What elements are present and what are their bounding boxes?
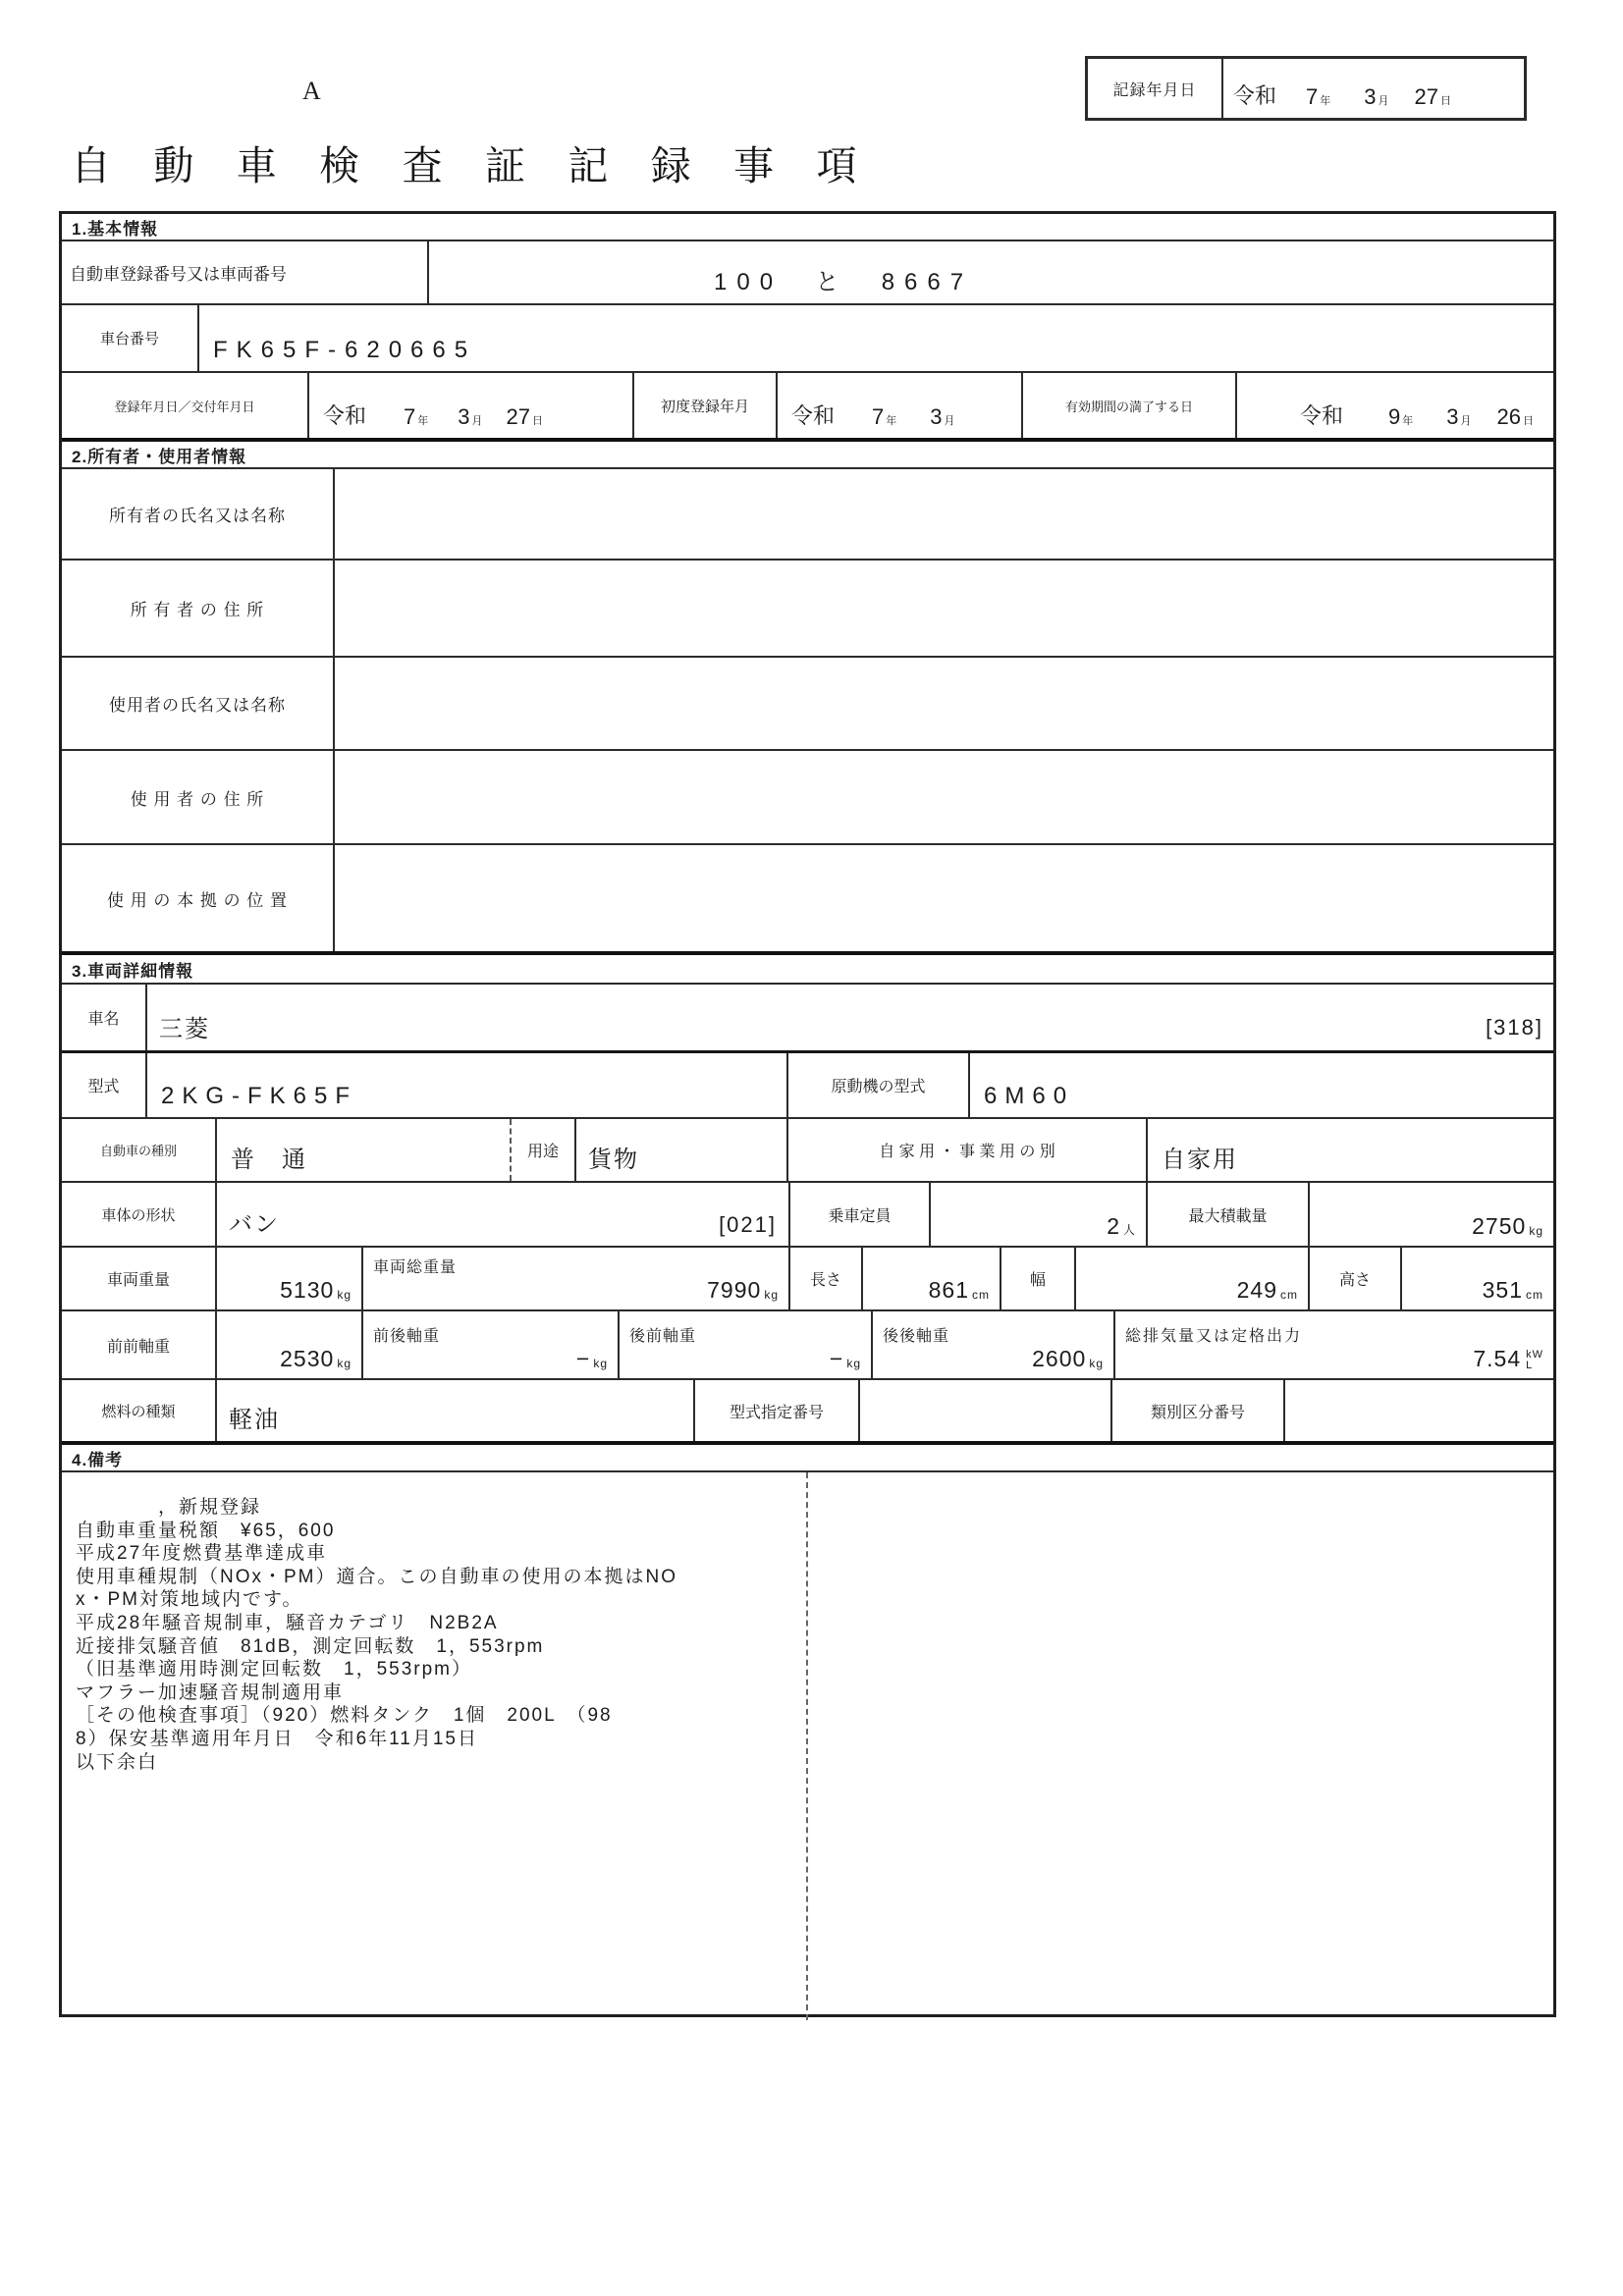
width-label: 幅 — [1001, 1248, 1076, 1309]
vehicle-kind-value: 普 通 — [217, 1119, 512, 1181]
reg-date-value: 令和 7 年 3 月 27 日 — [309, 373, 634, 438]
height-label: 高さ — [1310, 1248, 1402, 1309]
record-date-month: 3 — [1364, 84, 1377, 109]
record-date-box — [1085, 56, 1527, 121]
remarks-text — [76, 1496, 677, 1774]
height-value: 351 cm — [1482, 1277, 1543, 1303]
dates-row — [62, 373, 1553, 438]
displacement-cell — [1115, 1311, 1553, 1378]
base-location-row — [62, 845, 1553, 951]
rear-front-axle-label: 後前軸重 — [629, 1328, 697, 1345]
expiry-date-label: 有効期間の満了する日 — [1023, 373, 1237, 438]
front-front-axle-value: 2530 kg — [217, 1311, 363, 1378]
use-label: 用途 — [512, 1119, 576, 1181]
car-name-code: [318] — [1486, 1015, 1543, 1040]
main-table — [59, 211, 1556, 2017]
unit-month: 月 — [1378, 95, 1389, 107]
remark-line: 平成27年度燃費基準達成車 — [76, 1543, 328, 1565]
max-load-label: 最大積載量 — [1148, 1183, 1310, 1246]
front-rear-axle-label: 前後軸重 — [373, 1328, 441, 1345]
displacement-label: 総排気量又は定格出力 — [1125, 1328, 1303, 1345]
page-title: 自 動 車 検 査 証 記 録 事 項 — [71, 143, 873, 188]
car-name-label: 車名 — [62, 985, 147, 1050]
reg-number-row — [62, 241, 1553, 305]
unit-kg: kg — [1529, 1224, 1543, 1238]
user-name-label: 使用者の氏名又は名称 — [62, 658, 335, 749]
remarks-box — [62, 1472, 1553, 2020]
class-number-label: 類別区分番号 — [1112, 1380, 1285, 1441]
user-address-value — [335, 751, 1553, 843]
owner-address-label: 所 有 者 の 住 所 — [62, 561, 335, 656]
fuel-row — [62, 1380, 1553, 1441]
remark-line: 8）保安基準適用年月日 令和6年11月15日 — [76, 1728, 478, 1749]
type-designation-label: 型式指定番号 — [695, 1380, 860, 1441]
section3-header: 3.車両詳細情報 — [62, 951, 1553, 985]
rear-rear-axle-label: 後後軸重 — [883, 1328, 950, 1345]
weight-dimension-row — [62, 1248, 1553, 1311]
owner-name-value — [335, 469, 1553, 559]
fuel-type-value: 軽油 — [217, 1380, 695, 1441]
record-date-value — [1223, 59, 1524, 118]
model-value: 2KG-FK65F — [147, 1053, 788, 1117]
max-load-value: 2750 kg — [1472, 1213, 1543, 1239]
remark-line: 以下余白 — [76, 1751, 159, 1773]
kind-use-row — [62, 1119, 1553, 1183]
base-location-label: 使 用 の 本 拠 の 位 置 — [62, 845, 335, 951]
remark-line: 平成28年騒音規制車，騒音カテゴリ N2B2A — [76, 1612, 499, 1633]
body-shape-code: [021] — [719, 1212, 777, 1237]
record-date-era: 令和 — [1233, 83, 1277, 108]
body-shape-value: バン [021] — [217, 1183, 790, 1246]
fuel-type-label: 燃料の種類 — [62, 1380, 217, 1441]
class-number-value — [1285, 1380, 1553, 1441]
unit-person: 人 — [1122, 1223, 1136, 1237]
rear-front-axle-cell — [620, 1311, 873, 1378]
remarks-divider — [806, 1472, 808, 2020]
private-business-label: 自 家 用 ・ 事 業 用 の 別 — [788, 1119, 1148, 1181]
body-shape-label: 車体の形状 — [62, 1183, 217, 1246]
width-value: 249 cm — [1076, 1248, 1310, 1309]
remark-line: ，新規登録 — [76, 1497, 262, 1518]
record-date-year: 7 — [1306, 84, 1319, 109]
remark-line: x・PM対策地域内です。 — [76, 1589, 303, 1611]
rear-front-axle-value: − kg — [829, 1346, 861, 1371]
remark-line: 自動車重量税額 ¥65，600 — [76, 1520, 336, 1541]
rear-rear-axle-value: 2600 kg — [1032, 1346, 1104, 1371]
gross-weight-label: 車両総重量 — [373, 1259, 458, 1276]
remark-line: ［その他検査事項］（920）燃料タンク 1個 200L （98 — [76, 1705, 613, 1727]
owner-address-row — [62, 561, 1553, 658]
owner-address-value — [335, 561, 1553, 656]
unit-day: 日 — [1440, 95, 1451, 107]
gross-weight-value: 7990 kg — [707, 1277, 779, 1303]
length-value: 861 cm — [863, 1248, 1001, 1309]
private-business-value: 自家用 — [1162, 1147, 1238, 1173]
remark-line: マフラー加速騒音規制適用車 — [76, 1682, 345, 1703]
owner-name-row — [62, 469, 1553, 561]
axle-weight-row — [62, 1311, 1553, 1380]
section1-header: 1.基本情報 — [62, 214, 1553, 241]
record-date-day: 27 — [1414, 84, 1438, 109]
unit-year: 年 — [1320, 95, 1331, 107]
car-name-row — [62, 985, 1553, 1053]
first-reg-label: 初度登録年月 — [634, 373, 778, 438]
front-front-axle-label: 前前軸重 — [62, 1311, 217, 1378]
unit-cm: cm — [972, 1288, 990, 1302]
displacement-unit: kW L — [1526, 1349, 1543, 1371]
expiry-date-value: 令和 9 年 3 月 26 日 — [1300, 403, 1534, 429]
model-row — [62, 1053, 1553, 1119]
reg-number-label: 自動車登録番号又は車両番号 — [62, 241, 429, 303]
remark-line: （旧基準適用時測定回転数 1，553rpm） — [76, 1659, 472, 1681]
engine-model-label: 原動機の型式 — [788, 1053, 970, 1117]
vehicle-kind-label: 自動車の種別 — [62, 1119, 217, 1181]
record-date-label: 記録年月日 — [1088, 59, 1223, 118]
user-address-row — [62, 751, 1553, 845]
vehicle-weight-label: 車両重量 — [62, 1248, 217, 1309]
capacity-label: 乗車定員 — [790, 1183, 931, 1246]
user-name-row — [62, 658, 1553, 751]
chassis-number-value: FK65F-620665 — [213, 337, 477, 363]
model-label: 型式 — [62, 1053, 147, 1117]
reg-date-label: 登録年月日／交付年月日 — [62, 373, 309, 438]
chassis-number-label: 車台番号 — [62, 305, 199, 371]
vehicle-weight-value: 5130 kg — [217, 1248, 363, 1309]
rear-rear-axle-cell — [873, 1311, 1115, 1378]
user-address-label: 使 用 者 の 住 所 — [62, 751, 335, 843]
use-value: 貨物 — [576, 1119, 788, 1181]
car-name-value: 三菱 [318] — [159, 1015, 1543, 1042]
user-name-value — [335, 658, 1553, 749]
remark-line: 近接排気騒音値 81dB，測定回転数 1，553rpm — [76, 1635, 545, 1657]
front-rear-axle-cell — [363, 1311, 620, 1378]
gross-weight-cell — [363, 1248, 790, 1309]
section2-header: 2.所有者・使用者情報 — [62, 438, 1553, 469]
reg-number-value: 100 と 8667 — [714, 269, 974, 295]
displacement-value: 7.54 kW L — [1473, 1346, 1543, 1371]
capacity-value: 2 人 — [931, 1183, 1148, 1246]
page-marker: A — [302, 77, 321, 105]
section4-header: 4.備考 — [62, 1441, 1553, 1472]
base-location-value — [335, 845, 1553, 951]
front-rear-axle-value: − kg — [575, 1346, 608, 1371]
owner-name-label: 所有者の氏名又は名称 — [62, 469, 335, 559]
chassis-number-row — [62, 305, 1553, 373]
engine-model-value: 6M60 — [984, 1083, 1075, 1109]
length-label: 長さ — [790, 1248, 863, 1309]
remark-line: 使用車種規制（NOx・PM）適合。この自動車の使用の本拠はNO — [76, 1566, 678, 1587]
type-designation-value — [860, 1380, 1112, 1441]
body-shape-row — [62, 1183, 1553, 1248]
first-reg-value: 令和 7 年 3 月 — [778, 373, 1023, 438]
